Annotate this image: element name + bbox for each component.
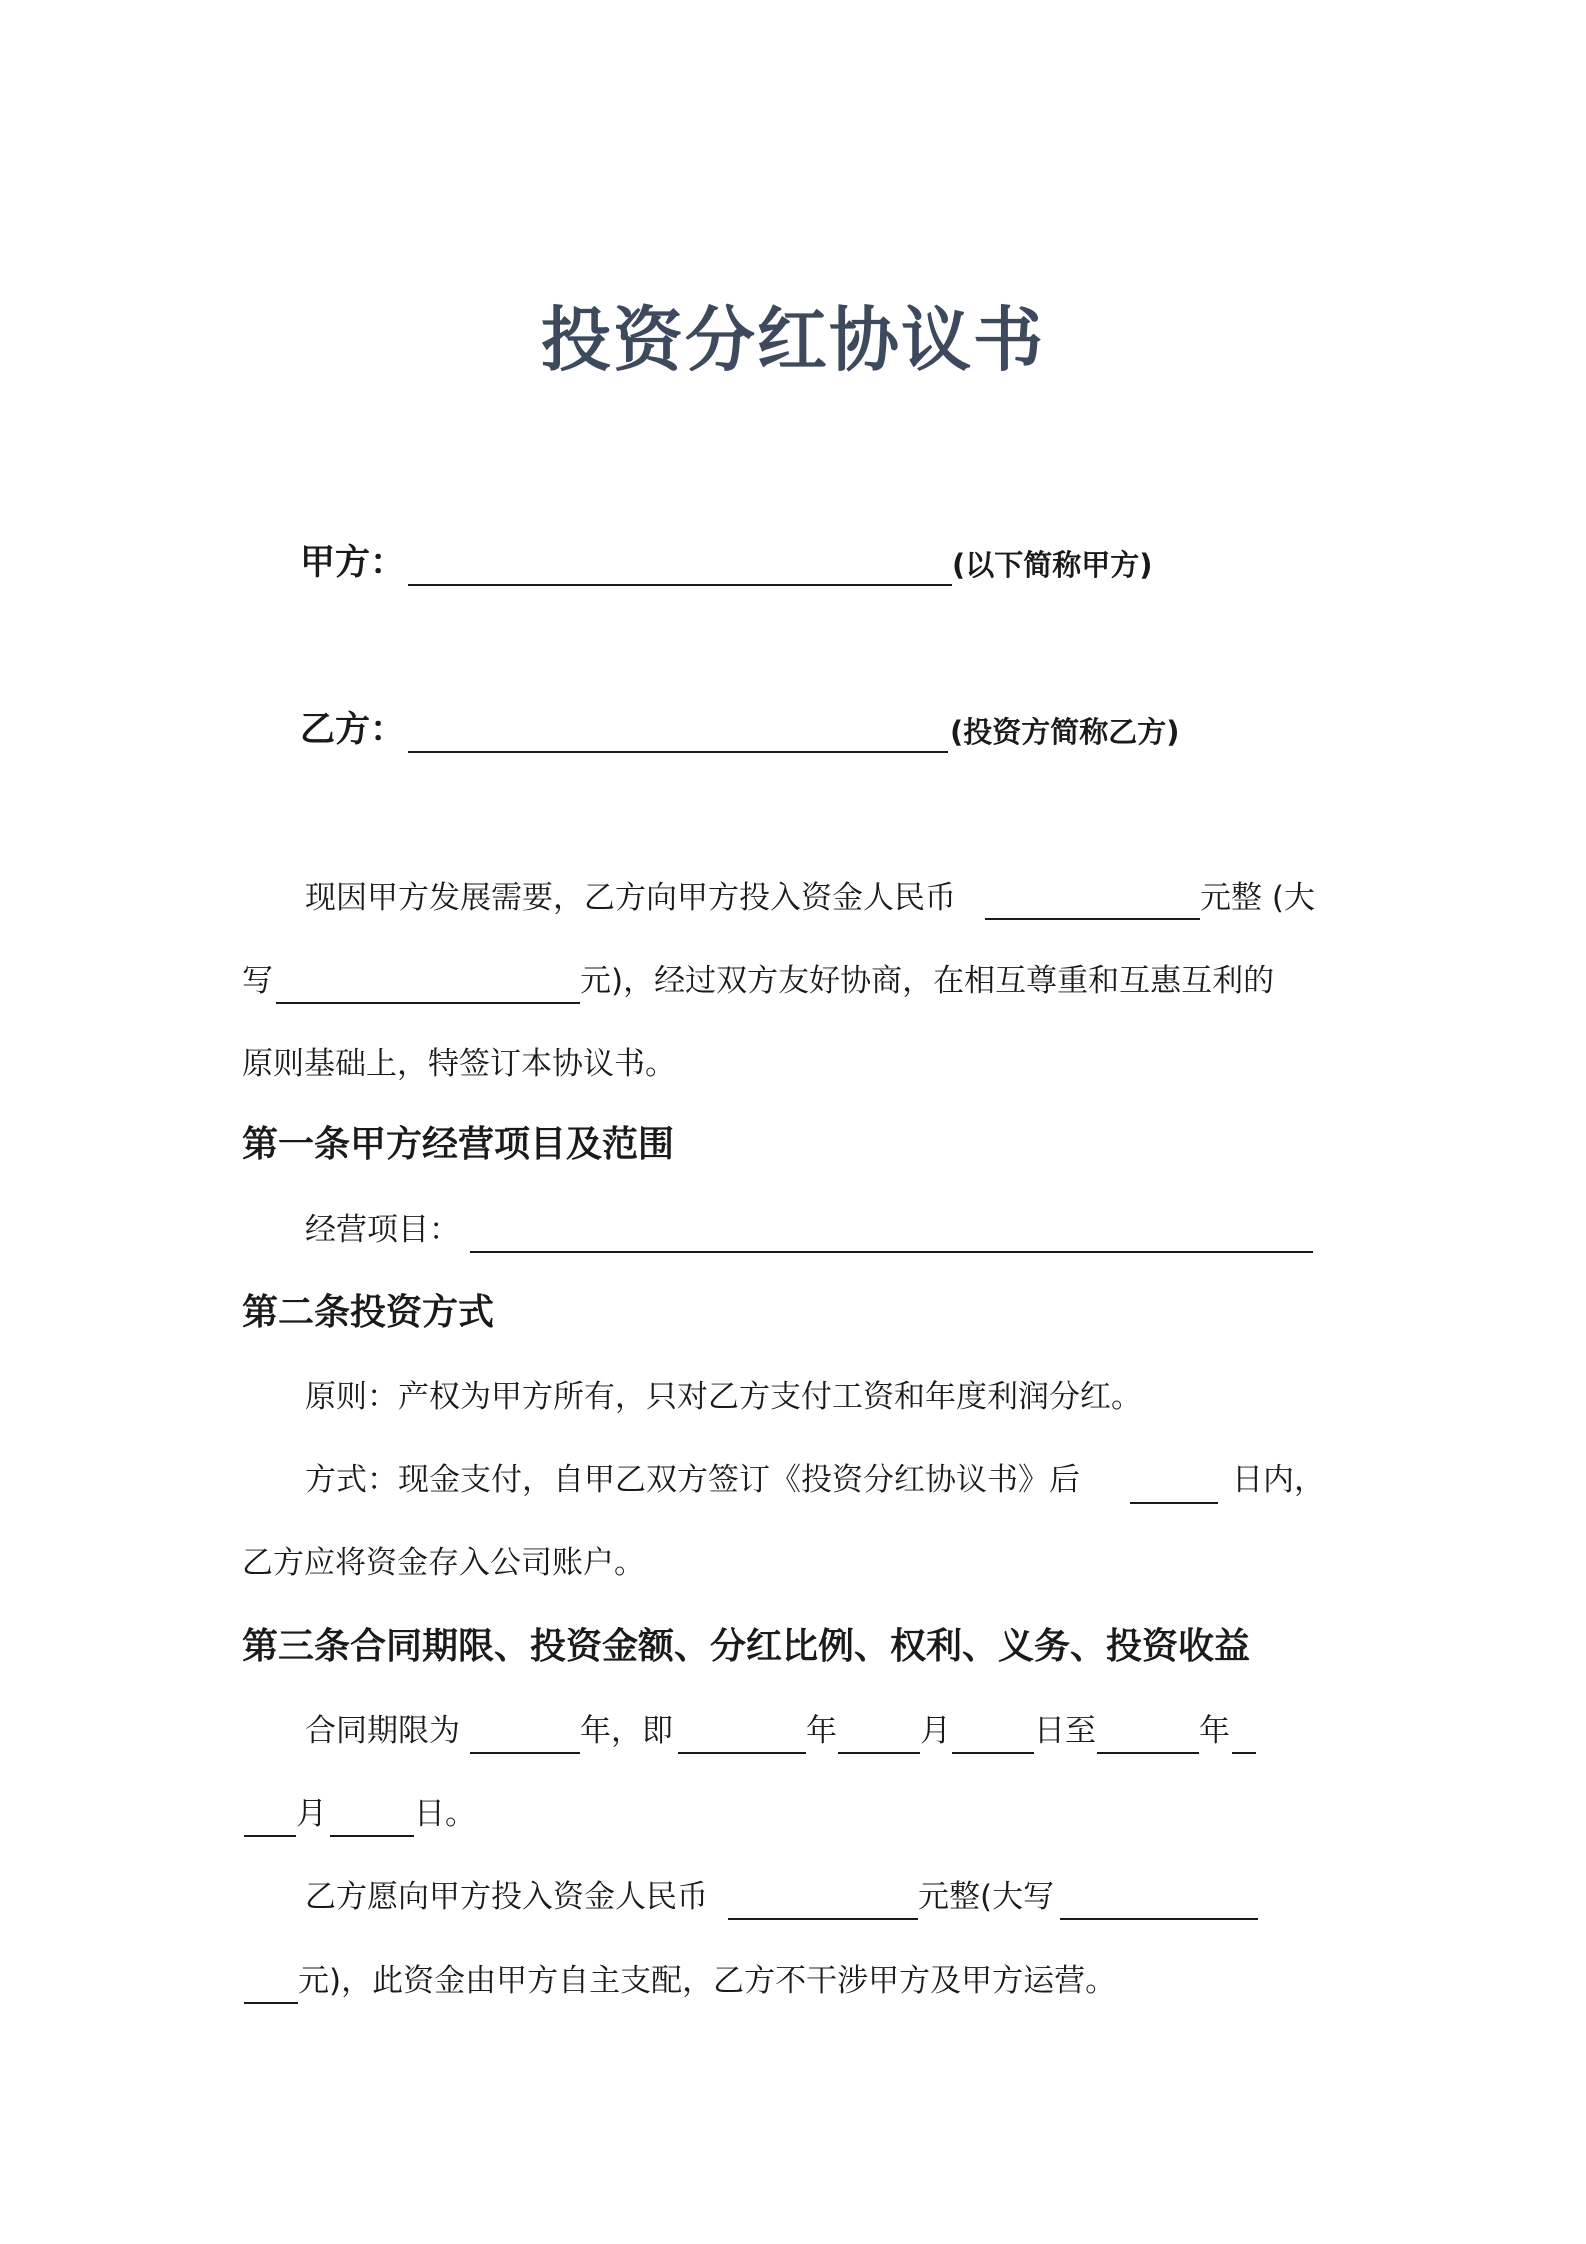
intro-line-1a: 现因甲方发展需要，乙方向甲方投入资金人民币 (305, 880, 956, 916)
invest-uppercase-blank[interactable] (244, 2002, 298, 2004)
invest-line-c: 元)，此资金由甲方自主支配，乙方不干涉甲方及甲方运营。 (298, 1963, 1117, 1999)
term-years-ji: 年，即 (580, 1713, 673, 1749)
intro-amount-blank[interactable] (985, 918, 1200, 920)
party-b-note: (投资方简称乙方) (950, 715, 1180, 749)
end-month-blank[interactable] (244, 1835, 296, 1837)
invest-line-b: 元整(大写 (918, 1879, 1055, 1915)
party-a-name-blank[interactable] (408, 584, 952, 586)
intro-line-2a: 写 (242, 963, 273, 999)
article-2-heading: 第二条投资方式 (242, 1292, 495, 1333)
term-prefix: 合同期限为 (305, 1713, 460, 1749)
end-year-blank[interactable] (1097, 1752, 1199, 1754)
intro-uppercase-amount-blank[interactable] (276, 1002, 580, 1004)
end-month-label: 月 (296, 1796, 327, 1832)
term-years-blank[interactable] (470, 1752, 580, 1754)
investment-method-b: 日内， (1232, 1462, 1325, 1498)
investment-principle: 原则：产权为甲方所有，只对乙方支付工资和年度利润分红。 (305, 1379, 1142, 1415)
start-day-to: 日至 (1034, 1713, 1096, 1749)
party-b-name-blank[interactable] (408, 751, 948, 753)
intro-line-2b: 元)，经过双方友好协商，在相互尊重和互惠互利的 (580, 963, 1275, 999)
days-blank[interactable] (1130, 1502, 1218, 1504)
end-month-blank-start[interactable] (1232, 1752, 1256, 1754)
article-1-heading: 第一条甲方经营项目及范围 (242, 1124, 675, 1165)
invest-amount-blank[interactable] (728, 1918, 918, 1920)
end-day-blank[interactable] (330, 1835, 414, 1837)
investment-method-a: 方式：现金支付，自甲乙双方签订《投资分红协议书》后 (305, 1462, 1080, 1498)
investment-method-c: 乙方应将资金存入公司账户。 (242, 1545, 645, 1581)
end-year-label: 年 (1199, 1713, 1230, 1749)
start-month-label: 月 (920, 1713, 951, 1749)
start-year-label: 年 (806, 1713, 837, 1749)
intro-line-3: 原则基础上，特签订本协议书。 (242, 1046, 676, 1082)
party-a-note: (以下简称甲方) (952, 548, 1153, 582)
business-item-label: 经营项目： (305, 1212, 460, 1248)
party-a-label: 甲方： (300, 543, 406, 583)
document-title: 投资分红协议书 (541, 299, 1045, 381)
end-day-label: 日。 (414, 1796, 476, 1832)
invest-line-a: 乙方愿向甲方投入资金人民币 (305, 1879, 708, 1915)
intro-line-1b: 元整 (大 (1200, 880, 1315, 916)
start-month-blank[interactable] (838, 1752, 920, 1754)
business-item-blank[interactable] (470, 1251, 1313, 1253)
start-year-blank[interactable] (678, 1752, 806, 1754)
start-day-blank[interactable] (952, 1752, 1034, 1754)
article-3-heading: 第三条合同期限、投资金额、分红比例、权利、义务、投资收益 (242, 1626, 1251, 1667)
invest-uppercase-blank-start[interactable] (1060, 1918, 1258, 1920)
party-b-label: 乙方： (300, 710, 406, 750)
